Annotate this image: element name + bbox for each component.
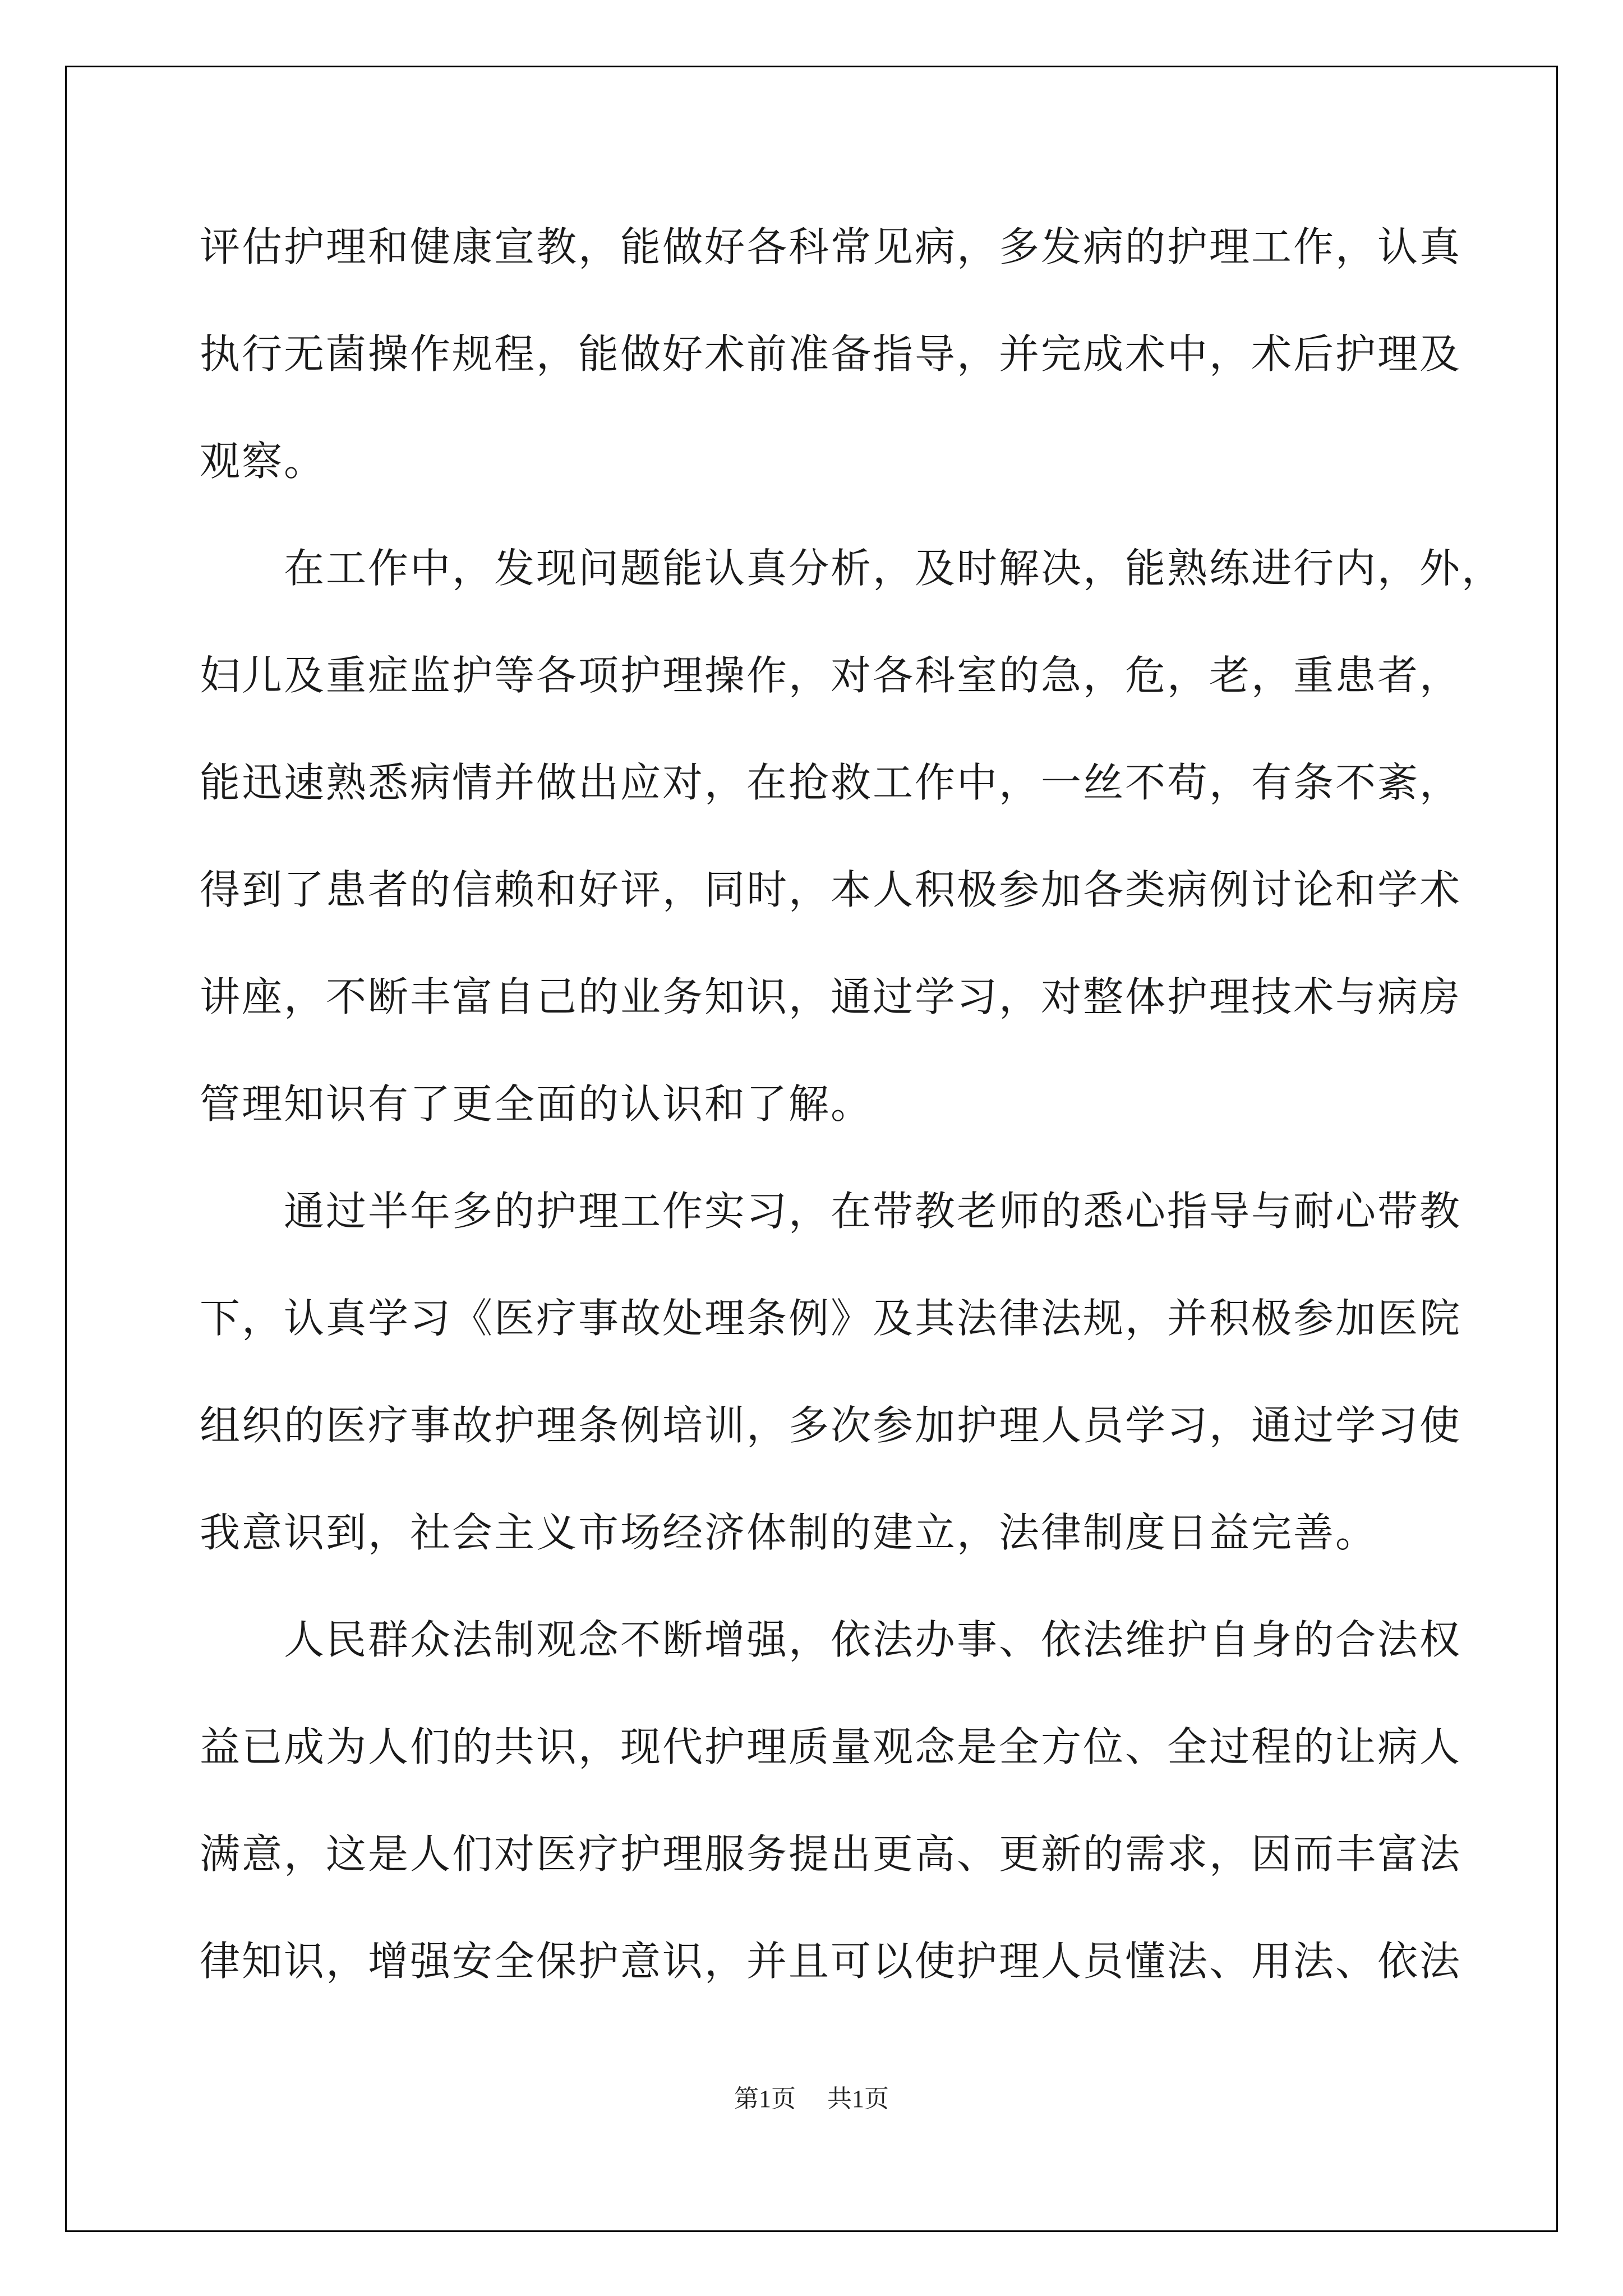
- text-line: 执行无菌操作规程，能做好术前准备指导，并完成术中，术后护理及: [200, 330, 1462, 378]
- text-line: 通过半年多的护理工作实习，在带教老师的悉心指导与耐心带教: [284, 1188, 1462, 1235]
- text-line: 妇儿及重症监护等各项护理操作，对各科室的急，危，老，重患者，: [200, 652, 1462, 699]
- text-line: 在工作中，发现问题能认真分析，及时解决，能熟练进行内，外，: [284, 545, 1504, 592]
- text-line: 评估护理和健康宣教，能做好各科常见病，多发病的护理工作，认真: [200, 223, 1462, 270]
- page-footer: [0, 2078, 1623, 2114]
- text-line: 得到了患者的信赖和好评，同时，本人积极参加各类病例讨论和学术: [200, 866, 1462, 913]
- text-line: 满意，这是人们对医疗护理服务提出更高、更新的需求，因而丰富法: [200, 1830, 1462, 1878]
- document-body: [200, 194, 1504, 2015]
- text-line: 下，认真学习《医疗事故处理条例》及其法律法规，并积极参加医院: [200, 1295, 1462, 1342]
- text-line: 组织的医疗事故护理条例培训，多次参加护理人员学习，通过学习使: [200, 1402, 1462, 1449]
- text-line: 我意识到，社会主义市场经济体制的建立，法律制度日益完善。: [200, 1509, 1378, 1556]
- text-line: 能迅速熟悉病情并做出应对，在抢救工作中，一丝不苟，有条不紊，: [200, 759, 1462, 806]
- text-line: 律知识，增强安全保护意识，并且可以使护理人员懂法、用法、依法: [200, 1938, 1462, 1985]
- text-line: 讲座，不断丰富自己的业务知识，通过学习，对整体护理技术与病房: [200, 973, 1462, 1020]
- text-line: 人民群众法制观念不断增强，依法办事、依法维护自身的合法权: [284, 1616, 1462, 1663]
- text-line: 益已成为人们的共识，现代护理质量观念是全方位、全过程的让病人: [200, 1723, 1462, 1770]
- text-line: 管理知识有了更全面的认识和了解。: [200, 1080, 873, 1128]
- text-line: 观察。: [200, 438, 326, 485]
- page-total: 共1页: [827, 2085, 889, 2113]
- page-number: 第1页: [734, 2085, 796, 2113]
